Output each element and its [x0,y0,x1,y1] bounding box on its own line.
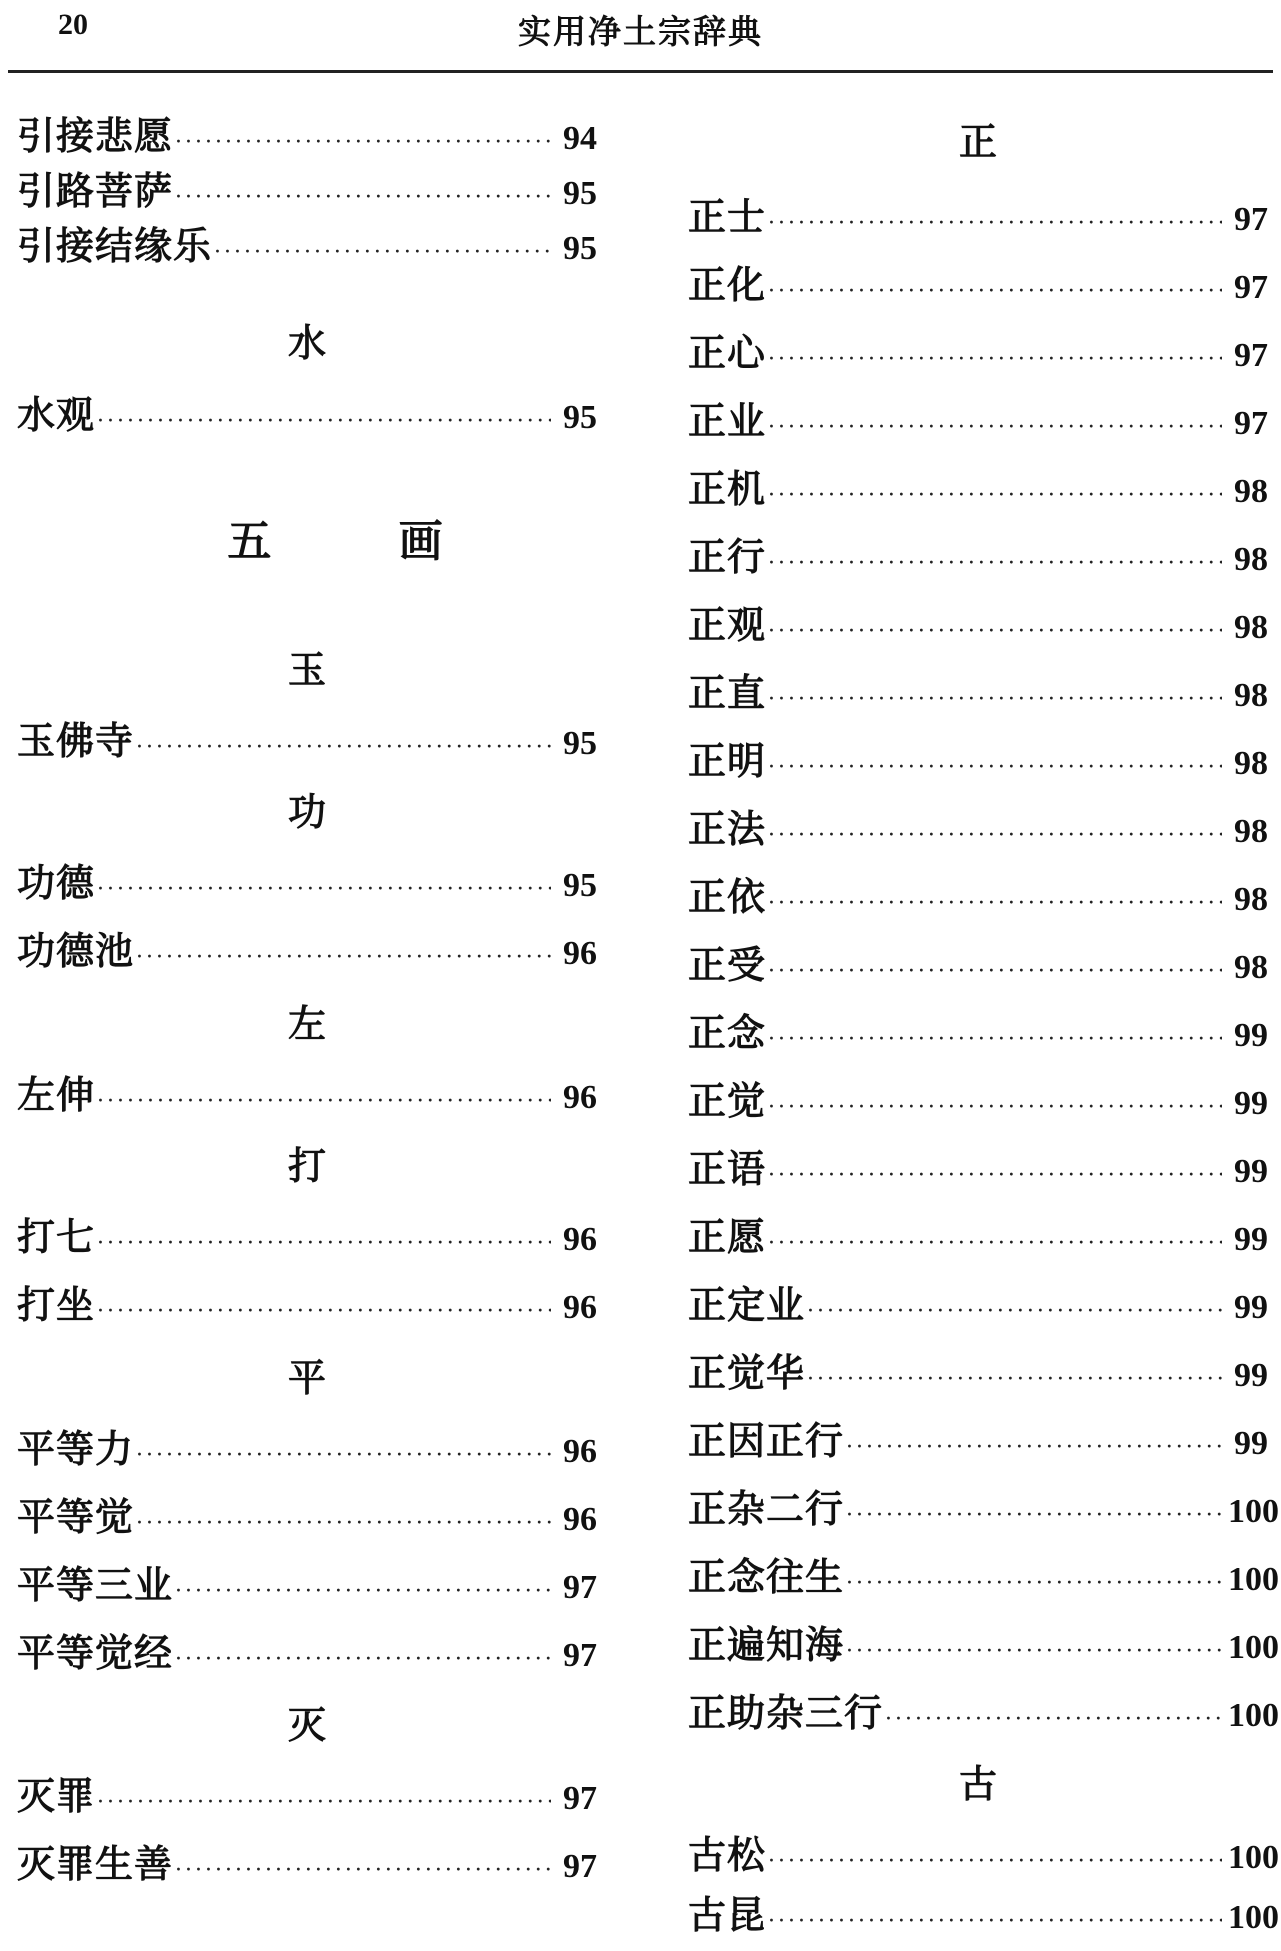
page-number: 20 [58,8,88,41]
entry-page: 99 [1234,1289,1268,1326]
index-entry [688,393,1268,449]
dot-leader [768,876,1222,932]
dot-leader [768,196,1222,252]
entry-term: 正因正行 [688,1418,845,1463]
index-entry [688,937,1268,993]
entry-term: 左伸 [17,1072,96,1117]
dot-leader [97,862,551,918]
dot-leader [768,740,1222,796]
dot-leader [846,1420,1222,1476]
dot-leader [97,1074,551,1130]
entry-page: 99 [1234,1357,1268,1394]
entry-term: 正愿 [688,1214,767,1259]
entry-page: 100 [1228,1493,1279,1530]
entry-page: 100 [1228,1629,1279,1666]
index-entry [688,325,1268,381]
index-entry [17,1489,597,1545]
entry-term: 正语 [688,1146,767,1191]
index-entry [688,1209,1268,1265]
entry-page: 100 [1228,1561,1279,1598]
entry-term: 正念 [688,1010,767,1055]
dot-leader [768,536,1222,592]
entry-term: 正士 [688,194,767,239]
entry-term: 正定业 [688,1282,806,1327]
entry-term: 正念往生 [688,1554,845,1599]
entry-term: 古松 [688,1832,767,1877]
entry-page: 97 [563,1637,597,1674]
page-header [0,0,1281,72]
entry-term: 正心 [688,330,767,375]
character-heading: 水 [287,320,326,365]
character-heading: 打 [287,1143,326,1188]
dot-leader [768,672,1222,728]
index-entry [688,1549,1279,1605]
index-entry [17,108,597,164]
dot-leader [175,1843,551,1899]
dot-leader [768,1012,1222,1068]
entry-term: 功德 [17,860,96,905]
dot-leader [768,1216,1222,1272]
dot-leader [885,1692,1222,1748]
entry-term: 正依 [688,874,767,919]
character-heading: 灭 [287,1702,326,1747]
entry-page: 98 [1234,813,1268,850]
index-entry [688,869,1268,925]
entry-page: 95 [563,725,597,762]
entry-page: 99 [1234,1085,1268,1122]
entry-term: 正觉 [688,1078,767,1123]
entry-term: 平等觉 [17,1494,135,1539]
entry-term: 正杂二行 [688,1486,845,1531]
entry-page: 96 [563,1289,597,1326]
index-entry [688,1887,1279,1943]
entry-term: 正机 [688,466,767,511]
entry-page: 96 [563,935,597,972]
index-entry [688,1345,1268,1401]
dot-leader [175,1632,551,1688]
entry-page: 98 [1234,541,1268,578]
index-entry [17,163,597,219]
dot-leader [175,1564,551,1620]
entry-page: 97 [563,1569,597,1606]
entry-term: 正遍知海 [688,1622,845,1667]
character-heading: 功 [287,789,326,834]
index-entry [688,801,1268,857]
index-entry [688,1413,1268,1469]
index-entry [688,1481,1279,1537]
entry-term: 平等三业 [17,1562,174,1607]
entry-page: 99 [1234,1017,1268,1054]
entry-page: 98 [1234,473,1268,510]
header-rule [8,70,1273,73]
index-entry [17,1209,597,1265]
entry-page: 99 [1234,1221,1268,1258]
index-entry [688,1141,1268,1197]
entry-term: 古昆 [688,1892,767,1937]
entry-term: 正受 [688,942,767,987]
dot-leader [768,808,1222,864]
entry-term: 正业 [688,398,767,443]
entry-term: 正法 [688,806,767,851]
dot-leader [807,1352,1222,1408]
entry-page: 96 [563,1221,597,1258]
entry-term: 正行 [688,534,767,579]
entry-page: 95 [563,867,597,904]
dot-leader [807,1284,1222,1340]
entry-term: 正化 [688,262,767,307]
dot-leader [768,1834,1222,1890]
index-entry [17,218,597,274]
index-entry [688,1005,1268,1061]
entry-page: 95 [563,175,597,212]
dot-leader [97,394,551,450]
entry-page: 97 [1234,405,1268,442]
entry-term: 灭罪 [17,1773,96,1818]
entry-page: 98 [1234,881,1268,918]
index-entry [17,1768,597,1824]
entry-page: 99 [1234,1425,1268,1462]
dot-leader [136,720,551,776]
entry-term: 引接悲愿 [17,113,174,158]
entry-term: 正明 [688,738,767,783]
index-entry [17,1557,597,1613]
entry-term: 引接结缘乐 [17,223,213,268]
entry-term: 正助杂三行 [688,1690,884,1735]
index-entry [688,189,1268,245]
entry-page: 97 [563,1848,597,1885]
index-entry [17,1277,597,1333]
entry-page: 94 [563,120,597,157]
character-heading: 玉 [287,647,326,692]
index-entry [688,1685,1279,1741]
entry-term: 正觉华 [688,1350,806,1395]
dot-leader [768,468,1222,524]
entry-page: 98 [1234,745,1268,782]
entry-term: 功德池 [17,928,135,973]
running-title: 实用净土宗辞典 [518,12,763,51]
entry-page: 96 [563,1433,597,1470]
entry-page: 97 [1234,269,1268,306]
dot-leader [768,1894,1222,1950]
entry-term: 灭罪生善 [17,1841,174,1886]
index-entry [688,665,1268,721]
entry-page: 98 [1234,949,1268,986]
index-entry [688,1617,1279,1673]
index-entry [688,529,1268,585]
index-entry [688,1277,1268,1333]
index-entry [17,1836,597,1892]
entry-term: 引路菩萨 [17,168,174,213]
dot-leader [136,1496,551,1552]
entry-term: 平等觉经 [17,1630,174,1675]
entry-page: 100 [1228,1697,1279,1734]
dot-leader [846,1556,1222,1612]
entry-page: 100 [1228,1899,1279,1936]
index-entry [688,461,1268,517]
dot-leader [846,1488,1222,1544]
character-heading: 古 [958,1761,997,1806]
index-entry [688,257,1268,313]
dot-leader [214,225,551,281]
index-entry [17,387,597,443]
dot-leader [768,264,1222,320]
index-entry [17,1067,597,1123]
entry-page: 96 [563,1501,597,1538]
dot-leader [768,944,1222,1000]
entry-term: 水观 [17,392,96,437]
index-entry [688,1827,1279,1883]
index-entry [688,597,1268,653]
index-entry [17,1625,597,1681]
entry-term: 平等力 [17,1426,135,1471]
index-entry [17,923,597,979]
entry-page: 99 [1234,1153,1268,1190]
entry-term: 玉佛寺 [17,718,135,763]
entry-page: 96 [563,1079,597,1116]
entry-page: 95 [563,399,597,436]
entry-page: 97 [563,1780,597,1817]
character-heading: 左 [287,1001,326,1046]
entry-term: 正直 [688,670,767,715]
dot-leader [768,332,1222,388]
dot-leader [768,604,1222,660]
dot-leader [136,1428,551,1484]
dot-leader [97,1284,551,1340]
entry-term: 正观 [688,602,767,647]
character-heading: 正 [958,119,997,164]
index-entry [17,1421,597,1477]
dot-leader [768,1148,1222,1204]
stroke-count-heading: 五 画 [227,516,499,567]
entry-page: 97 [1234,201,1268,238]
entry-page: 100 [1228,1839,1279,1876]
dot-leader [97,1775,551,1831]
index-entry [688,733,1268,789]
dot-leader [768,1080,1222,1136]
dot-leader [768,400,1222,456]
index-entry [17,855,597,911]
entry-page: 98 [1234,677,1268,714]
index-entry [17,713,597,769]
entry-page: 97 [1234,337,1268,374]
entry-page: 98 [1234,609,1268,646]
dot-leader [97,1216,551,1272]
index-entry [688,1073,1268,1129]
entry-page: 95 [563,230,597,267]
character-heading: 平 [287,1355,326,1400]
entry-term: 打坐 [17,1282,96,1327]
dot-leader [136,930,551,986]
entry-term: 打七 [17,1214,96,1259]
dot-leader [846,1624,1222,1680]
